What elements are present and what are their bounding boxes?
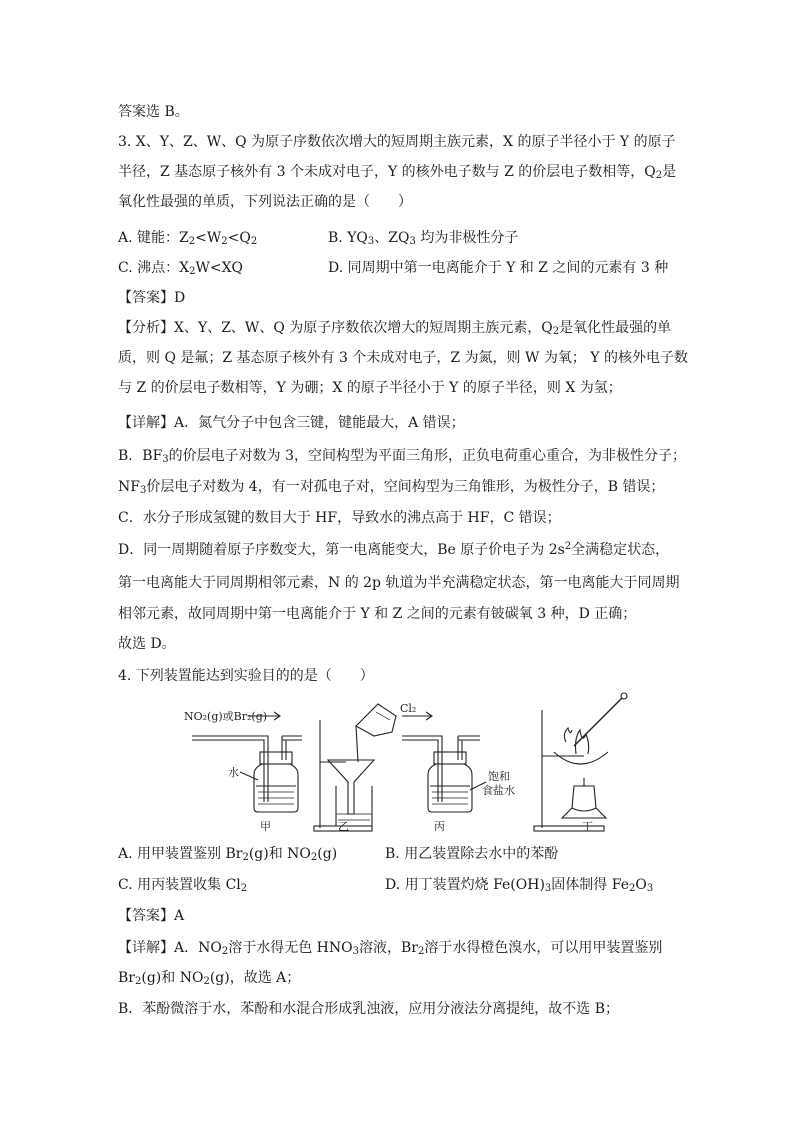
figure-caption-ding: 丁 bbox=[582, 820, 593, 833]
q3-option-a: A. 键能：$Z_2<W_2<Q_2$ bbox=[118, 230, 258, 247]
figure-brine-label-2: 食盐水 bbox=[482, 784, 515, 797]
q3-stem-line-2: 半径，Z 基态原子核外有 3 个未成对电子，Y 的核外电子数与 Z 的价层电子数相等，$Q_2$是 bbox=[118, 164, 677, 181]
q3-detail-line-4: C．水分子形成氢键的数目大于 HF，导致水的沸点高于 HF，C 错误； bbox=[118, 510, 561, 526]
figure-brine-label-1: 饱和 bbox=[488, 770, 510, 783]
figure-gas-label-bing: Cl₂ bbox=[400, 702, 417, 715]
figure-water-label: 水 bbox=[228, 766, 239, 779]
q3-stem-line-3: 氧化性最强的单质，下列说法正确的是（ ） bbox=[118, 194, 412, 210]
q3-analysis-line-3: 与 Z 的价层电子数相等，Y 为硼；X 的原子半径小于 Y 的原子半径，则 X 为氢； bbox=[118, 380, 622, 396]
q3-analysis-line-1: 【分析】X、Y、Z、W、Q 为原子序数依次增大的短周期主族元素，$Q_2$是氧化性最强的单 bbox=[118, 320, 672, 337]
figure-caption-bing: 丙 bbox=[434, 820, 445, 833]
q4-detail-line-3: B．苯酚微溶于水，苯酚和水混合形成乳浊液，应用分液法分离提纯，故不选 B； bbox=[118, 1001, 620, 1017]
q3-option-c: C. 沸点：$X_2W<XQ$ bbox=[118, 260, 244, 277]
q3-option-d: D. 同周期中第一电离能介于 Y 和 Z 之间的元素有 3 种 bbox=[328, 260, 669, 276]
q4-detail-line-2: $Br_2(g)$和 $NO_2(g)$，故选 A； bbox=[118, 970, 301, 987]
q3-answer: 【答案】D bbox=[118, 290, 186, 306]
figure-caption-jia: 甲 bbox=[260, 820, 271, 833]
apparatus-ding-dish bbox=[534, 693, 627, 831]
q3-detail-line-8: 故选 D。 bbox=[118, 636, 176, 652]
figure-gas-label-jia: NO₂(g)或Br₂(g) bbox=[184, 710, 268, 723]
q4-answer: 【答案】A bbox=[118, 908, 185, 924]
q4-option-a: A. 用甲装置鉴别 $Br_2(g)$和 $NO_2(g)$ bbox=[118, 846, 338, 863]
q3-detail-line-2: B．$BF_3$的价层电子对数为 3，空间构型为平面三角形，正负电荷重心重合，为非极性分子； bbox=[118, 448, 687, 465]
figure-caption-yi: 乙 bbox=[338, 820, 349, 833]
q4-stem: 4. 下列装置能达到实验目的的是（ ） bbox=[118, 668, 374, 684]
prev-answer-line: 答案选 B。 bbox=[118, 104, 189, 120]
q3-detail-line-7: 相邻元素，故同周期中第一电离能介于 Y 和 Z 之间的元素有铍碳氧 3 种，D 正确； bbox=[118, 606, 637, 622]
apparatus-yi-funnel bbox=[314, 704, 396, 831]
apparatus-jia-bottle bbox=[192, 712, 302, 812]
q4-detail-line-1: 【详解】A．$NO_2$溶于水得无色 $HNO_3$溶液，$Br_2$溶于水得橙色溴水，可以用甲装置鉴别 bbox=[118, 940, 663, 957]
q3-detail-line-5: D．同一周期随着原子序数变大，第一电离能变大，Be 原子价电子为 $2s^2$全满稳定状态， bbox=[118, 541, 670, 558]
lab-apparatus-figure bbox=[170, 690, 640, 840]
q3-detail-line-1: 【详解】A．氮气分子中包含三键，键能最大，A 错误； bbox=[118, 415, 465, 431]
q4-option-c: C. 用丙装置收集 $Cl_2$ bbox=[118, 877, 248, 894]
q3-stem-line-1: 3. X、Y、Z、W、Q 为原子序数依次增大的短周期主族元素，X 的原子半径小于 Y 的原子 bbox=[118, 134, 676, 150]
q3-detail-line-3: $NF_3$价层电子对数为 4，有一对孤电子对，空间构型为三角锥形，为极性分子，B 错误； bbox=[118, 479, 665, 496]
q3-analysis-line-2: 质，则 Q 是氟；Z 基态原子核外有 3 个未成对电子，Z 为氮，则 W 为氧； Y 的核外电子数 bbox=[118, 350, 688, 366]
q3-detail-line-6: 第一电离能大于同周期相邻元素，N 的 2p 轨道为半充满稳定状态，第一电离能大于同周期 bbox=[118, 575, 680, 591]
q4-option-b: B. 用乙装置除去水中的苯酚 bbox=[385, 846, 559, 862]
q4-option-d: D. 用丁装置灼烧 $Fe(OH)_3$固体制得 $Fe_2O_3$ bbox=[385, 877, 654, 894]
apparatus-bing-bottle bbox=[402, 712, 486, 812]
q3-option-b: B. $YQ_3$、$ZQ_3$ 均为非极性分子 bbox=[328, 230, 519, 247]
